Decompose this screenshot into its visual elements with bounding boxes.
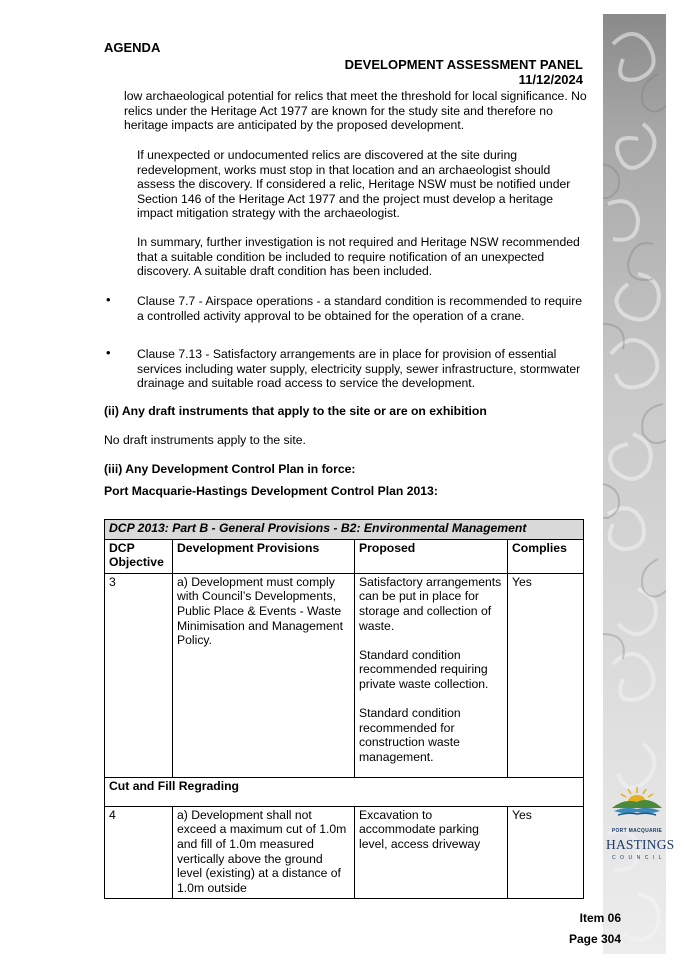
paragraph-archaeology: low archaeological potential for relics that meet the threshold for local significance. No relics under the Heritage Act 1977 are known for the study site and therefore no heritage impacts are anticipated by the proposed development. — [124, 89, 587, 133]
col-dcp-objective: DCP Objective — [105, 539, 173, 573]
council-logo — [606, 784, 675, 866]
col-proposed: Proposed — [355, 539, 508, 573]
text-no-draft-instruments: No draft instruments apply to the site. — [104, 433, 306, 447]
proposed-text: Satisfactory arrangements can be put in place for storage and collection of waste. — [359, 574, 502, 633]
proposed-cell: Excavation to accommodate parking level, access driveway — [355, 806, 508, 899]
dcp-assessment-table — [104, 519, 584, 899]
provision-cell: a) Development must comply with Council’s Developments, Public Place & Events - Waste Minimisation and Management Policy. — [173, 573, 355, 777]
table-title: DCP 2013: Part B - General Provisions - B2: Environmental Management — [105, 520, 584, 540]
logo-text-hastings: HASTINGS — [606, 837, 675, 853]
paragraph-summary: In summary, further investigation is not required and Heritage NSW recommended that a suitable condition be included to require notification of an unexpected discovery. A suitable draft condition has been included. — [137, 235, 580, 279]
table-header-row — [105, 539, 584, 573]
heading-pmh-dcp-2013: Port Macquarie-Hastings Development Control Plan 2013: — [104, 484, 438, 498]
heading-draft-instruments: (ii) Any draft instruments that apply to the site or are on exhibition — [104, 404, 487, 418]
item-number: Item 06 — [579, 911, 621, 925]
table-title-row — [105, 520, 584, 540]
heading-dcp-in-force: (iii) Any Development Control Plan in force: — [104, 462, 356, 476]
bullet-clause-7-7: Clause 7.7 - Airspace operations - a standard condition is recommended to require a controlled activity approval to be obtained for the operation of a crane. — [137, 294, 583, 323]
table-section-row — [105, 777, 584, 806]
logo-text-port-macquarie: PORT MACQUARIE — [611, 827, 663, 834]
table-row — [105, 806, 584, 899]
logo-sun-landscape-icon — [606, 784, 668, 818]
complies-cell: Yes — [508, 806, 584, 899]
paragraph-unexpected-relics: If unexpected or undocumented relics are discovered at the site during redevelopment, works must stop in that location and an archaeologist should assess the discovery. If considered a relic, Heritage NSW must be notified under Section 146 of the Heritage Act 1977 and the project must develop a heritage impact mitigation strategy with the archaeologist. — [137, 148, 571, 221]
col-development-provisions: Development Provisions — [173, 539, 355, 573]
agenda-label: AGENDA — [104, 40, 161, 55]
proposed-text: Standard condition recommended requiring private waste collection. — [359, 647, 489, 691]
objective-cell: 4 — [105, 806, 173, 899]
proposed-cell — [355, 573, 508, 777]
section-cut-and-fill: Cut and Fill Regrading — [105, 777, 584, 806]
page-number: Page 304 — [568, 932, 621, 946]
bullet-point: • — [106, 292, 111, 307]
objective-cell: 3 — [105, 573, 173, 777]
complies-cell: Yes — [508, 573, 584, 777]
logo-text-council: COUNCIL — [611, 855, 666, 862]
provision-cell: a) Development shall not exceed a maximum cut of 1.0m and fill of 1.0m measured vertically above the ground level (existing) at a distance of 1.0m outside — [173, 806, 355, 899]
col-complies: Complies — [508, 539, 584, 573]
document-header — [345, 57, 583, 87]
bullet-clause-7-13: Clause 7.13 - Satisfactory arrangements are in place for provision of essential services including water supply, electricity supply, sewer infrastructure, stormwater drainage and suitable road access to service the development. — [137, 347, 581, 391]
proposed-text: Standard condition recommended for construction waste management. — [359, 706, 461, 764]
panel-name: DEVELOPMENT ASSESSMENT PANEL — [344, 57, 583, 72]
table-row — [105, 573, 584, 777]
meeting-date: 11/12/2024 — [518, 72, 583, 87]
bullet-point: • — [106, 345, 111, 360]
